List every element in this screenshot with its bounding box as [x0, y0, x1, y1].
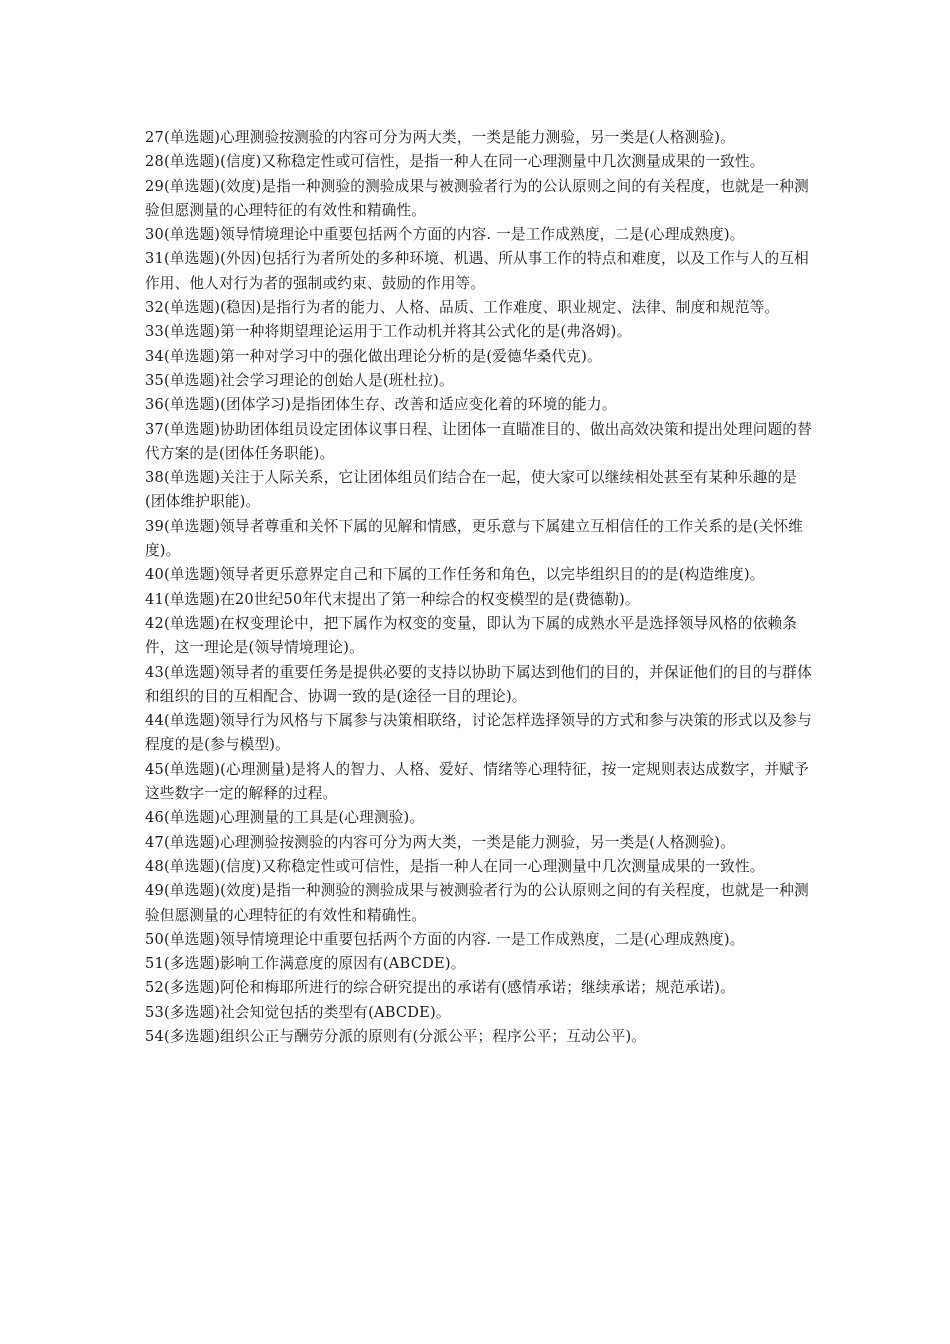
question-28: 28(单选题)(信度)又称稳定性或可信性，是指一种人在同一心理测量中几次测量成果的一致性。	[145, 153, 765, 171]
question-33: 33(单选题)第一种将期望理论运用于工作动机并将其公式化的是(弗洛姆)。	[145, 323, 632, 341]
question-43: 43(单选题)领导者的重要任务是提供必要的支持以协助下属达到他们的目的，并保证他们的目的与群体和组织的目的互相配合、协调一致的是(途径一目的理论)。	[145, 663, 812, 705]
question-45: 45(单选题)(心理测量)是将人的智力、人格、爱好、情绪等心理特征，按一定规则表达成数字，并赋予这些数字一定的解释的过程。	[145, 760, 809, 803]
question-27: 27(单选题)心理测验按测验的内容可分为两大类，一类是能力测验，另一类是(人格测验)。	[145, 129, 735, 146]
question-30: 30(单选题)领导情境理论中重要包括两个方面的内容. 一是工作成熟度，二是(心理成熟度)。	[145, 226, 745, 244]
question-51: 51(多选题)影响工作满意度的原因有(ABCDE)。	[145, 955, 466, 973]
question-35: 35(单选题)社会学习理论的创始人是(班杜拉)。	[145, 371, 454, 389]
question-54: 54(多选题)组织公正与酬劳分派的原则有(分派公平；程序公平；互动公平)。	[145, 1027, 647, 1045]
question-46: 46(单选题)心理测量的工具是(心理测验)。	[145, 809, 425, 827]
question-29: 29(单选题)(效度)是指一种测验的测验成果与被测验者行为的公认原则之间的有关程度，也就是一种测验但愿测量的心理特征的有效性和精确性。	[145, 177, 809, 219]
question-48: 48(单选题)(信度)又称稳定性或可信性，是指一种人在同一心理测量中几次测量成果的一致性。	[145, 857, 765, 875]
question-38: 38(单选题)关注于人际关系，它让团体组员们结合在一起，使大家可以继续相处甚至有某种乐趣的是(团体维护职能)。	[145, 469, 798, 511]
question-32: 32(单选题)(稳因)是指行为者的能力、人格、品质、工作难度、职业规定、法律、制度和规范等。	[145, 299, 780, 317]
question-44: 44(单选题)领导行为风格与下属参与决策相联络，讨论怎样选择领导的方式和参与决策的形式以及参与程度的是(参与模型)。	[145, 712, 812, 754]
question-41: 41(单选题)在20世纪50年代末提出了第一种综合的权变模型的是(费德勒)。	[145, 590, 640, 608]
question-list	[145, 126, 815, 1049]
question-49: 49(单选题)(效度)是指一种测验的测验成果与被测验者行为的公认原则之间的有关程度，也就是一种测验但愿测量的心理特征的有效性和精确性。	[145, 882, 809, 924]
question-47: 47(单选题)心理测验按测验的内容可分为两大类，一类是能力测验，另一类是(人格测验)。	[145, 833, 735, 851]
question-52: 52(多选题)阿伦和梅耶所进行的综合研究提出的承诺有(感情承诺；继续承诺；规范承诺)。	[145, 979, 735, 997]
question-37: 37(单选题)协助团体组员设定团体议事日程、让团体一直瞄准目的、做出高效决策和提出处理问题的替代方案的是(团体任务职能)。	[145, 420, 812, 462]
question-36: 36(单选题)(团体学习)是指团体生存、改善和适应变化着的环境的能力。	[145, 396, 617, 414]
question-31: 31(单选题)(外因)包括行为者所处的多种环境、机遇、所从事工作的特点和难度，以及工作与人的互相作用、他人对行为者的强制或约束、鼓励的作用等。	[145, 250, 809, 292]
question-53: 53(多选题)社会知觉包括的类型有(ABCDE)。	[145, 1003, 451, 1021]
question-34: 34(单选题)第一种对学习中的强化做出理论分析的是(爱德华桑代克)。	[145, 347, 602, 365]
question-50: 50(单选题)领导情境理论中重要包括两个方面的内容. 一是工作成熟度，二是(心理成熟度)。	[145, 930, 745, 948]
question-42: 42(单选题)在权变理论中，把下属作为权变的变量，即认为下属的成熟水平是选择领导风格的依赖条件，这一理论是(领导情境理论)。	[145, 614, 798, 657]
question-40: 40(单选题)领导者更乐意界定自己和下属的工作任务和角色，以完毕组织目的的是(构造维度)。	[145, 566, 765, 584]
question-39: 39(单选题)领导者尊重和关怀下属的见解和情感，更乐意与下属建立互相信任的工作关系的是(关怀维度)。	[145, 517, 803, 560]
